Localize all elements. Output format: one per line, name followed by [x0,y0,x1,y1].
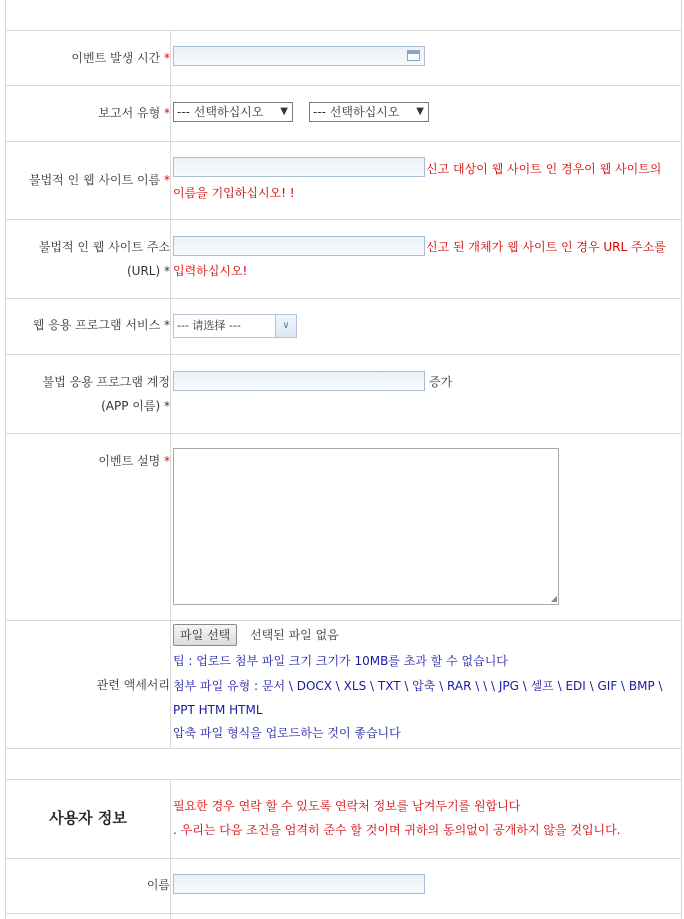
user-info-title: 사용자 정보 [49,809,127,827]
attachments-row [6,621,681,749]
add-account-link[interactable]: 증가 [429,375,453,389]
event-desc-textarea[interactable] [173,448,559,605]
top-spacer-row [6,0,681,31]
site-url-label-1: 불법적 인 웹 사이트 주소 [38,240,170,254]
user-info-note-1: 필요한 경우 연락 할 수 있도록 연락처 정보를 남겨두기를 원합니다 [173,799,521,813]
zip-recommendation: 압축 파일 형식을 업로드하는 것이 좋습니다 [173,726,401,740]
site-url-row [6,220,681,299]
upload-size-tip: 팁 : 업로드 첨부 파일 크기 크기가 10MB를 초과 할 수 없습니다 [173,654,508,668]
app-service-row [6,299,681,355]
file-types-line-1: 첨부 파일 유형 : 문서 \ DOCX \ XLS \ TXT \ 압축 \ RAR \ \ \ JPG \ 셀프 \ EDI \ GIF \ BMP \ [173,679,663,693]
report-type-select-2[interactable]: --- 선택하십시오 ▼ [309,102,429,122]
report-type-label: 보고서 유형 * [98,106,170,120]
event-desc-row [6,434,681,621]
resize-handle-icon[interactable]: ◢ [550,594,557,603]
user-info-row [6,780,681,859]
name-row [6,859,681,914]
event-time-input[interactable] [173,46,425,66]
report-type-select-1[interactable]: --- 선택하십시오 ▼ [173,102,293,122]
site-url-hint-2: 입력하십시오! [173,264,248,278]
event-time-label: 이벤트 발생 시간 * [71,51,170,65]
file-select-button[interactable]: 파일 선택 [173,624,237,646]
calendar-icon[interactable] [407,50,420,61]
name-label: 이름 [146,878,170,892]
dropdown-arrow-icon: ▼ [280,106,288,117]
name-input[interactable] [173,874,425,894]
site-name-label: 불법적 인 웹 사이트 이름 * [28,173,170,187]
app-service-combo[interactable]: --- 请选择 --- ∨ [173,314,297,338]
app-account-input[interactable] [173,371,425,391]
file-status: 선택된 파일 없음 [250,628,339,642]
site-name-hint-1: 신고 대상이 웹 사이트 인 경우이 웹 사이트의 [426,162,662,176]
section-spacer-row [6,749,681,780]
app-service-label: 웹 응용 프로그램 서비스 * [32,318,170,332]
app-account-row [6,355,681,434]
site-url-input[interactable] [173,236,425,256]
site-url-hint-1: 신고 된 개체가 웹 사이트 인 경우 URL 주소를 [426,240,666,254]
site-name-input[interactable] [173,157,425,177]
dropdown-arrow-icon: ▼ [416,106,424,117]
event-time-row [6,30,681,86]
attachments-label: 관련 액세서리 [96,678,170,692]
app-account-label-2: (APP 이름) * [101,399,170,413]
app-account-label-1: 불법 응용 프로그램 계정 [42,375,170,389]
site-url-label-2: (URL) * [127,264,170,278]
report-type-row [6,86,681,142]
chevron-down-icon[interactable]: ∨ [275,315,296,337]
event-desc-label: 이벤트 설명 * [98,454,170,468]
report-form [5,0,682,919]
site-name-hint-2: 이름을 기입하십시오! ! [173,186,295,200]
file-types-line-2: PPT HTM HTML [173,703,263,717]
site-name-row [6,142,681,220]
user-info-note-2: . 우리는 다음 조건을 엄격히 준수 할 것이며 귀하의 동의없이 공개하지 않을 것입니다. [173,823,621,837]
